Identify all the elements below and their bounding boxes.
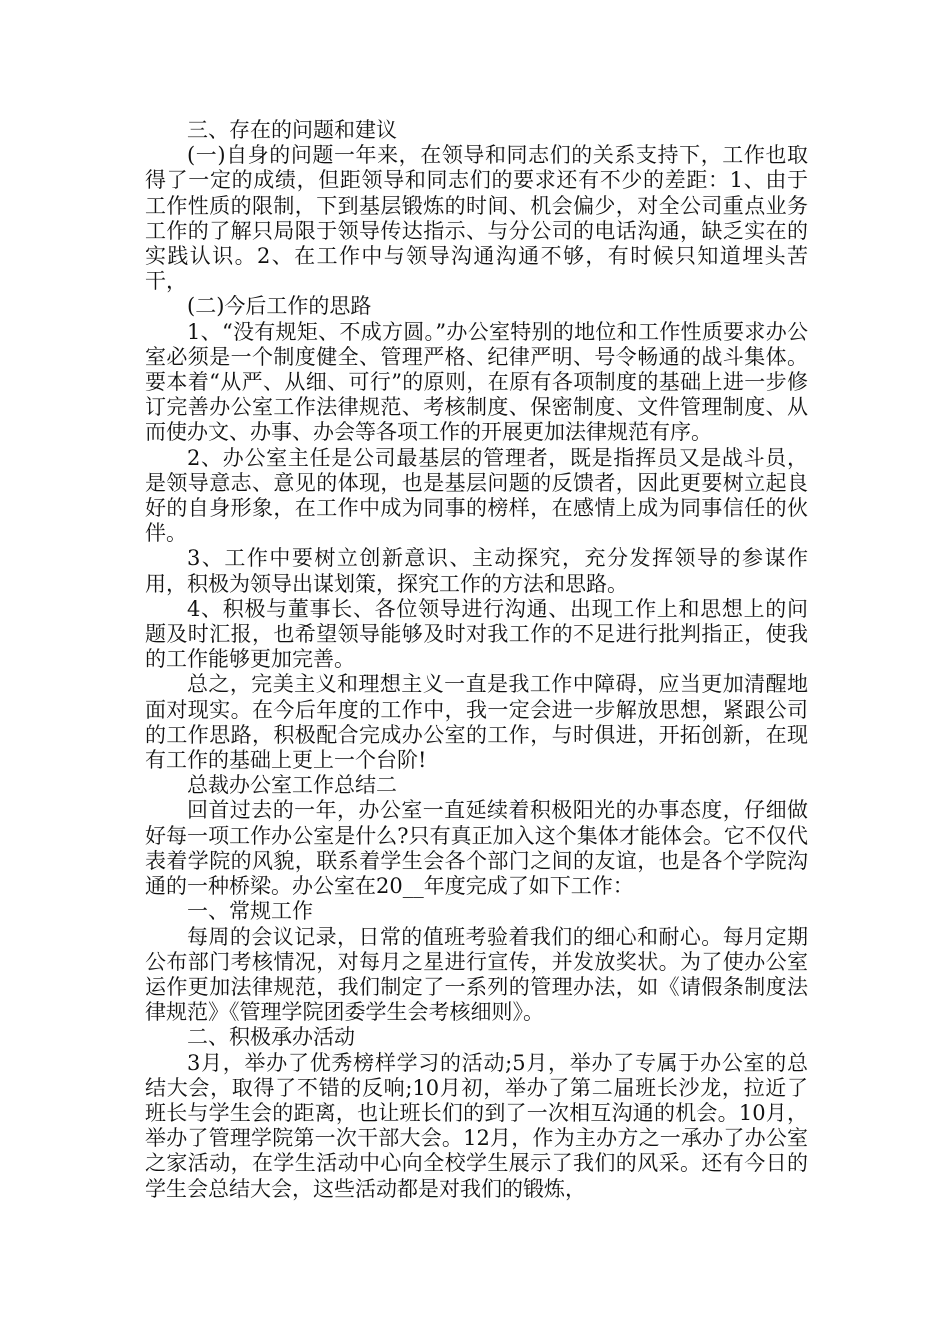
paragraph-own-problems: (一)自身的问题一年来，在领导和同志们的关系支持下，工作也取得了一定的成绩，但距领导和同志们的要求还有不少的差距：1、由于工作性质的限制，下到基层锻炼的时间、机会偏少，对全公司重点业务工作的了解只局限于领导传达指示、与分公司的电话沟通，缺乏实在的实践认识。2、在工作中与领导沟通沟通不够，有时候只知道埋头苦干， bbox=[145, 143, 808, 294]
paragraph-future-4: 4、积极与董事长、各位领导进行沟通、出现工作上和思想上的问题及时汇报，也希望领导能够及时对我工作的不足进行批判指正，使我的工作能够更加完善。 bbox=[145, 596, 808, 672]
section-heading-routine-work: 一、常规工作 bbox=[187, 899, 313, 924]
paragraph-activities: 3月，举办了优秀榜样学习的活动;5月，举办了专属于办公室的总结大会，取得了不错的反响;10月初，举办了第二届班长沙龙，拉近了班长与学生会的距离，也让班长们的到了一次相互沟通的机会。10月，举办了管理学院第一次干部大会。12月，作为主办方之一承办了办公室之家活动，在学生活动中心向全校学生展示了我们的风采。还有今日的学生会总结大会，这些活动都是对我们的锻炼， bbox=[145, 1050, 808, 1201]
document-page bbox=[145, 118, 808, 1202]
paragraph-future-3: 3、工作中要树立创新意识、主动探究，充分发挥领导的参谋作用，积极为领导出谋划策，探究工作的方法和思路。 bbox=[145, 546, 808, 596]
section-heading-future-plans: (二)今后工作的思路 bbox=[187, 294, 372, 319]
section-heading-activities: 二、积极承办活动 bbox=[187, 1025, 355, 1050]
paragraph-routine-work: 每周的会议记录，日常的值班考验着我们的细心和耐心。每月定期公布部门考核情况，对每月之星进行宣传，并发放奖状。为了使办公室运作更加法律规范，我们制定了一系列的管理办法，如《请假条制度法律规范》《管理学院团委学生会考核细则》。 bbox=[145, 924, 808, 1025]
paragraph-conclusion: 总之，完美主义和理想主义一直是我工作中障碍，应当更加清醒地面对现实。在今后年度的工作中，我一定会进一步解放思想，紧跟公司的工作思路，积极配合完成办公室的工作，与时俱进，开拓创新，在现有工作的基础上更上一个台阶! bbox=[145, 672, 808, 773]
paragraph-future-1: 1、“没有规矩、不成方圆。”办公室特别的地位和工作性质要求办公室必须是一个制度健全、管理严格、纪律严明、号令畅通的战斗集体。要本着“从严、从细、可行”的原则，在原有各项制度的基础上进一步修订完善办公室工作法律规范、考核制度、保密制度、文件管理制度、从而使办文、办事、办会等各项工作的开展更加法律规范有序。 bbox=[145, 319, 808, 445]
paragraph-future-2: 2、办公室主任是公司最基层的管理者，既是指挥员又是战斗员，是领导意志、意见的体现，也是基层问题的反馈者，因此更要树立起良好的自身形象，在工作中成为同事的榜样，在感情上成为同事信任的伙伴。 bbox=[145, 445, 808, 546]
paragraph-review: 回首过去的一年，办公室一直延续着积极阳光的办事态度，仔细做好每一项工作办公室是什么?只有真正加入这个集体才能体会。它不仅代表着学院的风貌，联系着学生会各个部门之间的友谊，也是各个学院沟通的一种桥梁。办公室在20__年度完成了如下工作： bbox=[145, 798, 808, 899]
section-heading-summary-two: 总裁办公室工作总结二 bbox=[187, 773, 397, 798]
section-heading-problems: 三、存在的问题和建议 bbox=[187, 118, 397, 142]
